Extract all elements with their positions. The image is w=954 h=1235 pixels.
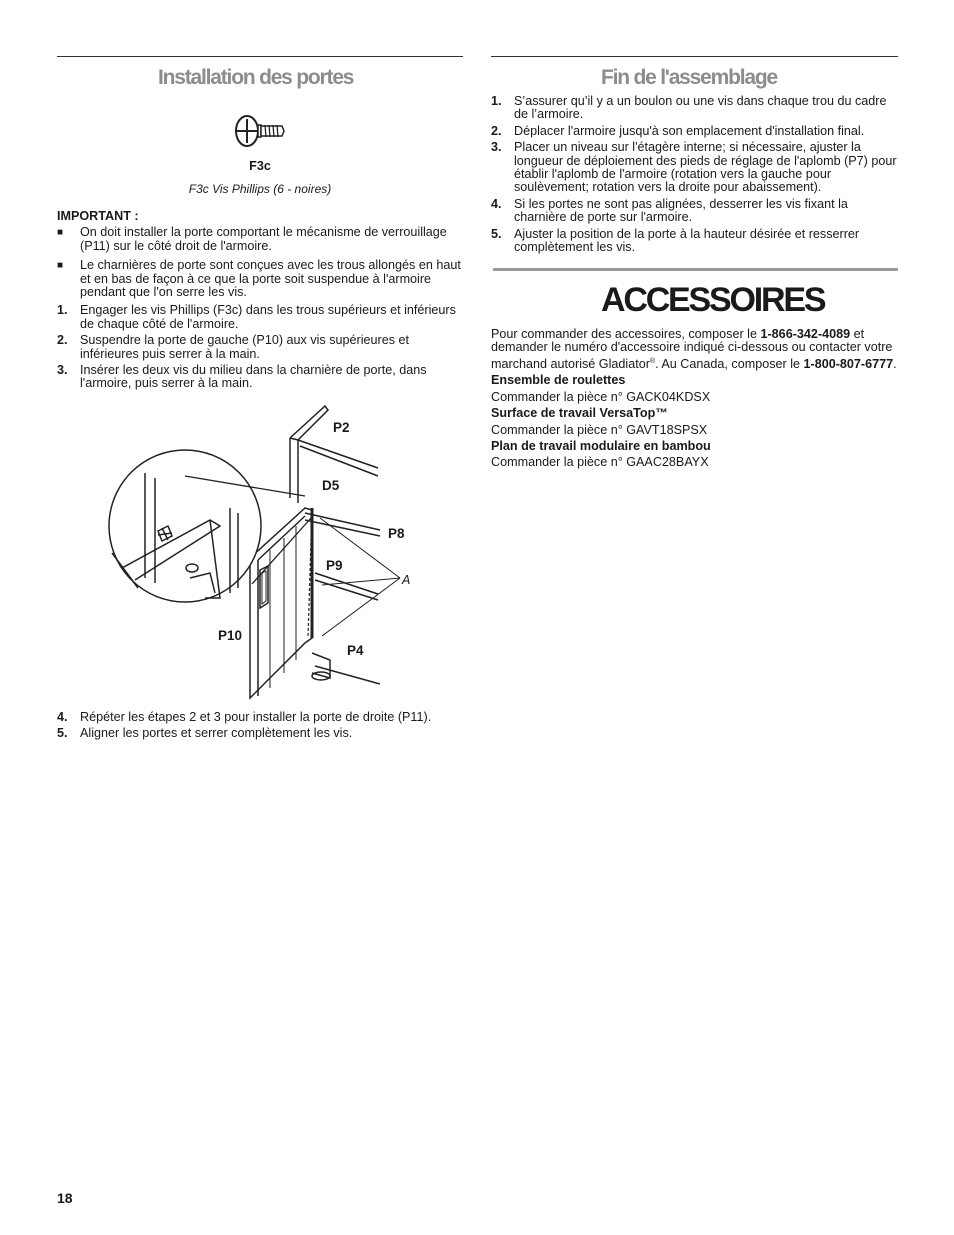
accessories-title: ACCESSOIRES [601, 281, 825, 319]
label-p4: P4 [347, 643, 364, 658]
step-number: 1. [57, 303, 68, 318]
step-number: 3. [57, 363, 68, 378]
step-text: Placer un niveau sur l'étagère interne; si nécessaire, ajuster la longueur de déploiement des pieds de réglage de l'aplomb (P7) pour établir l'aplomb de l'armoire (rotation vers la gauche pour soulèvement; rotation vers la droite pour abaissement). [514, 140, 897, 195]
step-item [57, 334, 463, 361]
step-text: Aligner les portes et serrer complètement les vis. [80, 726, 353, 741]
label-p2: P2 [333, 420, 350, 435]
accessories-intro: Pour commander des accessoires, composer le 1-866-342-4089 et demander le numéro d'accessoire indiqué ci-dessous ou contacter votre marchand autorisé Gladiator®. Au Canada, composer le 1-800-807-6777. [491, 327, 897, 371]
step-number: 1. [491, 94, 502, 108]
step-item [57, 727, 463, 740]
step-text: Répéter les étapes 2 et 3 pour installer la porte de droite (P11). [80, 710, 432, 724]
accessory-order: Commander la pièce n° GAAC28BAYX [491, 455, 709, 470]
step-number: 2. [57, 333, 68, 348]
left-steps-after [57, 711, 463, 741]
bullet-item [57, 259, 463, 299]
label-d5: D5 [322, 478, 340, 493]
step-text: Déplacer l'armoire jusqu'à son emplacement d'installation final. [514, 123, 865, 138]
step-item [57, 364, 463, 391]
step-item [57, 304, 463, 331]
bullet-item [57, 226, 463, 253]
step-item [491, 198, 898, 225]
step-item [491, 141, 898, 195]
phone-canada: 1-800-807-6777 [803, 357, 894, 371]
door-installation-illustration [100, 398, 460, 708]
step-item [491, 125, 898, 138]
step-item [491, 95, 898, 122]
step-item [491, 228, 898, 255]
left-text-block [57, 210, 463, 391]
step-text: Suspendre la porte de gauche (P10) aux vis supérieures et inférieures puis serrer à la main. [80, 333, 410, 361]
screw-label: F3c [249, 159, 271, 173]
step-text: S’assurer qu’il y a un boulon ou une vis dans chaque trou du cadre de l’armoire. [514, 94, 887, 122]
step-number: 5. [57, 726, 68, 741]
label-a: A [402, 573, 411, 587]
important-label: IMPORTANT : [57, 209, 139, 223]
accessory-name: Ensemble de roulettes [491, 373, 626, 388]
phillips-screw-icon [232, 112, 288, 152]
accessory-name: Plan de travail modulaire en bambou [491, 439, 711, 454]
bullet-marker: ■ [57, 260, 64, 272]
accessories-block [491, 328, 898, 470]
step-text: Engager les vis Phillips (F3c) dans les trous supérieurs et inférieurs de chaque côté de l'armoire. [80, 303, 456, 331]
step-number: 4. [57, 710, 68, 724]
step-number: 3. [491, 140, 502, 155]
bullet-text: On doit installer la porte comportant le mécanisme de verrouillage (P11) sur le côté droit de l'armoire. [80, 225, 447, 253]
step-text: Insérer les deux vis du milieu dans la charnière de porte, dans l'armoire, puis serrer à la main. [80, 363, 427, 391]
right-steps [491, 95, 898, 254]
bullet-marker: ■ [57, 227, 64, 239]
accessories-rule [493, 268, 898, 271]
step-text: Si les portes ne sont pas alignées, desserrer les vis fixant la charnière de porte sur l'armoire. [514, 196, 848, 225]
accessory-order: Commander la pièce n° GACK04KDSX [491, 389, 711, 404]
accessory-name: Surface de travail VersaTop™ [491, 406, 668, 421]
step-number: 2. [491, 123, 502, 138]
step-item [57, 711, 463, 724]
label-p10: P10 [218, 628, 243, 643]
label-p9: P9 [326, 558, 343, 573]
bullet-text: Le charnières de porte sont conçues avec les trous allongés en haut et en bas de façon à ce que la porte soit suspendue à l'armoire pendant que l'on serre les vis. [80, 258, 461, 300]
left-top-rule [57, 56, 463, 57]
accessory-order: Commander la pièce n° GAVT18SPSX [491, 422, 708, 437]
step-number: 4. [491, 196, 502, 211]
fin-assemblage-heading: Fin de l'assemblage [601, 66, 777, 89]
label-p8: P8 [388, 526, 405, 541]
step-number: 5. [491, 226, 502, 241]
right-top-rule [491, 56, 898, 57]
installation-heading: Installation des portes [158, 66, 354, 89]
screw-caption: F3c Vis Phillips (6 - noires) [188, 182, 332, 196]
phone-us: 1-866-342-4089 [760, 327, 851, 341]
page-number: 18 [57, 1190, 73, 1206]
step-text: Ajuster la position de la porte à la hauteur désirée et resserrer complètement les vis. [514, 226, 860, 255]
